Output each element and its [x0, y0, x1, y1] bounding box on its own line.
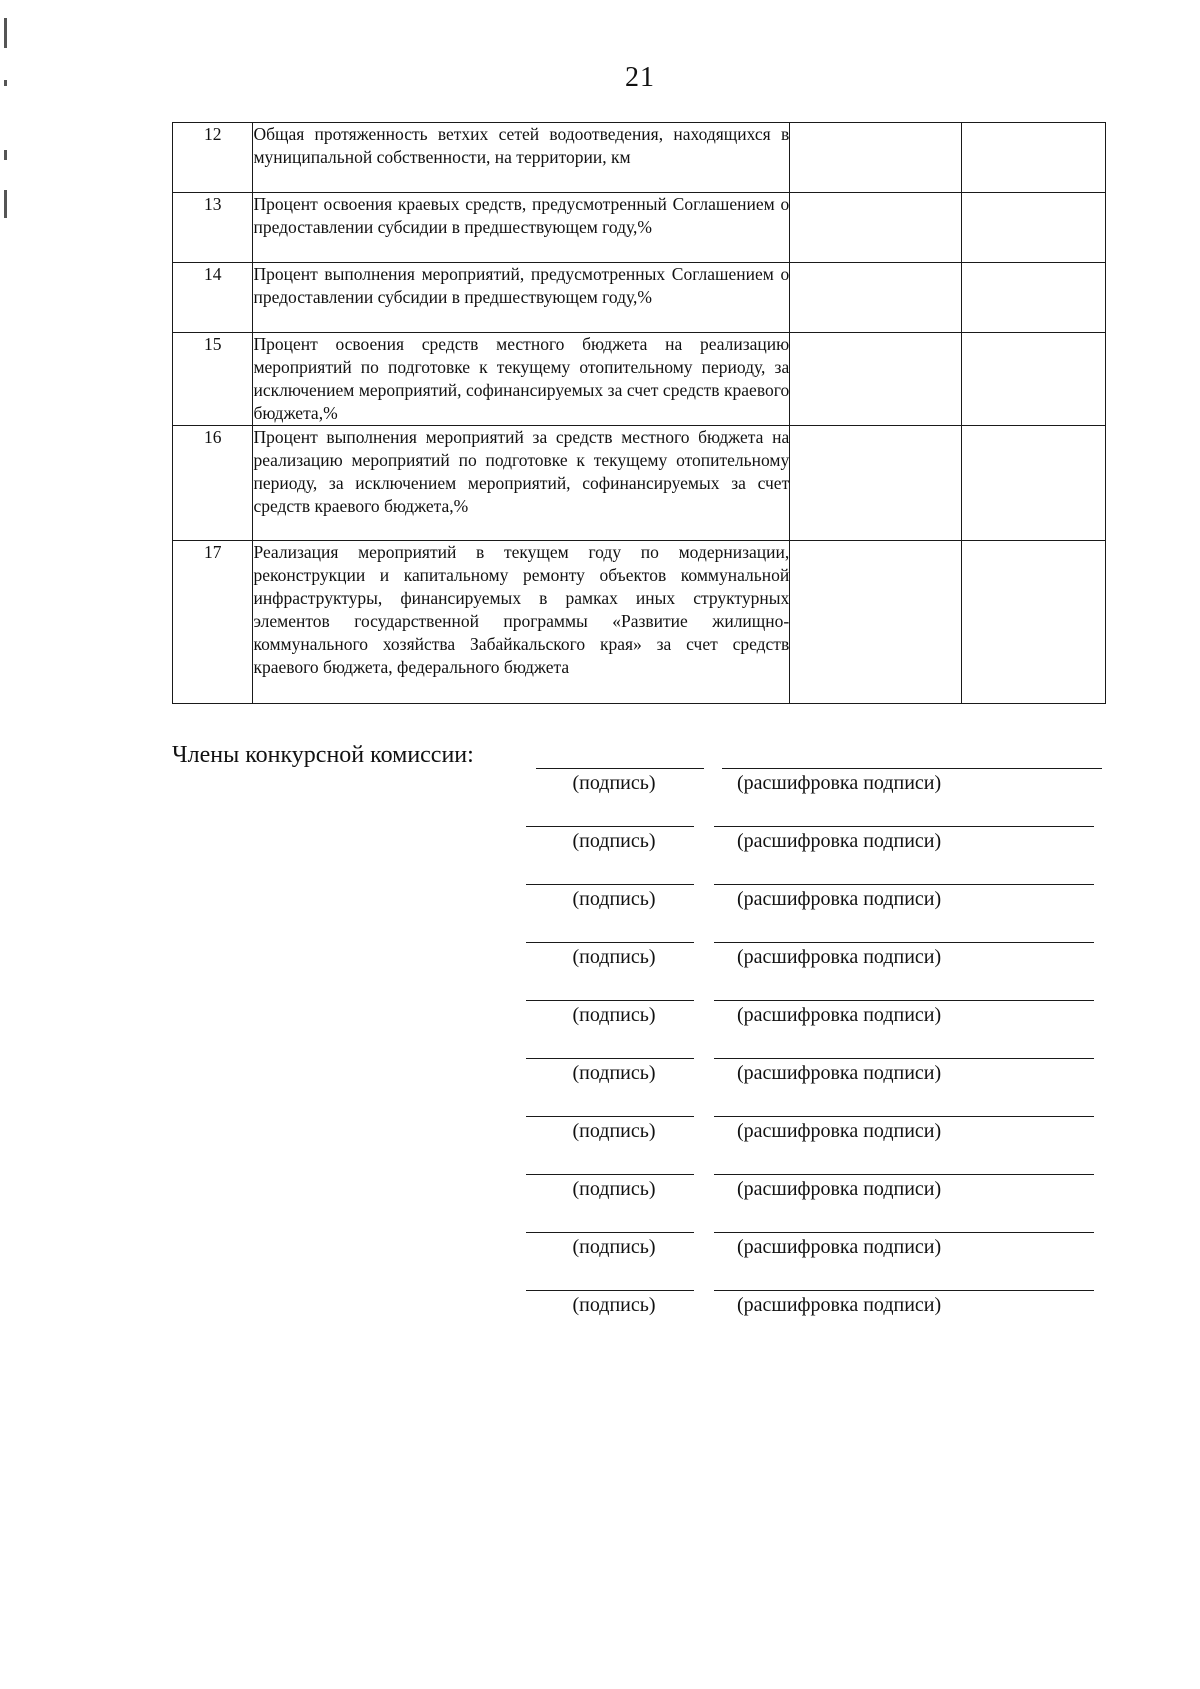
decryption-line: [714, 1116, 1094, 1117]
table-row: [173, 123, 1106, 193]
value-cell: [962, 123, 1106, 193]
signature-row: [0, 1174, 1200, 1214]
value-cell: [790, 193, 962, 263]
table-row: [173, 333, 1106, 426]
row-description: Процент выполнения мероприятий за средств местного бюджета на реализацию мероприятий по подготовке к текущему отопительному периоду, за исключением мероприятий, софинансируемых за счет средств краевого бюджета,%: [253, 426, 790, 541]
row-number: 13: [173, 193, 253, 263]
signature-row: [0, 1000, 1200, 1040]
signature-row: [0, 826, 1200, 866]
row-number: 16: [173, 426, 253, 541]
signature-label: (подпись): [572, 1236, 656, 1258]
value-cell: [962, 426, 1106, 541]
value-cell: [962, 193, 1106, 263]
signature-label: (подпись): [572, 772, 656, 794]
decryption-label: (расшифровка подписи): [737, 1062, 942, 1084]
row-description: Процент выполнения мероприятий, предусмотренных Соглашением о предоставлении субсидии в предшествующем году,%: [253, 263, 790, 333]
signature-line: [526, 826, 694, 827]
decryption-label: (расшифровка подписи): [737, 1004, 942, 1026]
signature-row: [0, 1232, 1200, 1272]
signature-row: [0, 768, 1200, 808]
signature-label: (подпись): [572, 946, 656, 968]
decryption-line: [714, 1232, 1094, 1233]
decryption-line: [714, 1000, 1094, 1001]
decryption-line: [714, 884, 1094, 885]
signature-line: [526, 884, 694, 885]
signature-line: [526, 1058, 694, 1059]
row-description: Общая протяженность ветхих сетей водоотведения, находящихся в муниципальной собственности, на территории, км: [253, 123, 790, 193]
signature-label: (подпись): [572, 1062, 656, 1084]
signature-row: [0, 942, 1200, 982]
value-cell: [790, 123, 962, 193]
decryption-label: (расшифровка подписи): [737, 1294, 942, 1316]
decryption-label: (расшифровка подписи): [737, 1120, 942, 1142]
table-row: [173, 426, 1106, 541]
decryption-line: [714, 1290, 1094, 1291]
decryption-line: [714, 1058, 1094, 1059]
value-cell: [790, 333, 962, 426]
page-number: 21: [625, 62, 655, 93]
scan-artifact: [4, 18, 7, 48]
signature-label: (подпись): [572, 888, 656, 910]
value-cell: [962, 333, 1106, 426]
scan-artifact: [4, 150, 7, 160]
signature-row: [0, 1116, 1200, 1156]
signature-line: [526, 1232, 694, 1233]
decryption-label: (расшифровка подписи): [737, 772, 942, 794]
decryption-label: (расшифровка подписи): [737, 830, 942, 852]
value-cell: [790, 541, 962, 704]
decryption-line: [722, 768, 1102, 769]
table-row: [173, 193, 1106, 263]
scan-artifact: [4, 190, 7, 218]
signature-label: (подпись): [572, 830, 656, 852]
table-row: [173, 541, 1106, 704]
row-description: Процент освоения средств местного бюджета на реализацию мероприятий по подготовке к текущему отопительному периоду, за исключением мероприятий, софинансируемых за счет средств краевого бюджета,%: [253, 333, 790, 426]
signature-line: [536, 768, 704, 769]
row-number: 15: [173, 333, 253, 426]
value-cell: [790, 263, 962, 333]
table-row: [173, 263, 1106, 333]
signature-line: [526, 1000, 694, 1001]
commission-title: Члены конкурсной комиссии:: [172, 742, 474, 768]
signature-label: (подпись): [572, 1004, 656, 1026]
signature-label: (подпись): [572, 1178, 656, 1200]
signature-row: [0, 1290, 1200, 1330]
value-cell: [962, 263, 1106, 333]
row-number: 14: [173, 263, 253, 333]
signature-row: [0, 1058, 1200, 1098]
decryption-label: (расшифровка подписи): [737, 946, 942, 968]
row-description: Процент освоения краевых средств, предусмотренный Соглашением о предоставлении субсидии в предшествующем году,%: [253, 193, 790, 263]
signature-line: [526, 1116, 694, 1117]
decryption-label: (расшифровка подписи): [737, 1236, 942, 1258]
signature-line: [526, 1290, 694, 1291]
signature-line: [526, 942, 694, 943]
signature-line: [526, 1174, 694, 1175]
row-number: 12: [173, 123, 253, 193]
decryption-line: [714, 1174, 1094, 1175]
signature-label: (подпись): [572, 1294, 656, 1316]
row-number: 17: [173, 541, 253, 704]
decryption-line: [714, 826, 1094, 827]
signature-label: (подпись): [572, 1120, 656, 1142]
decryption-line: [714, 942, 1094, 943]
decryption-label: (расшифровка подписи): [737, 888, 942, 910]
criteria-table: [172, 122, 1106, 704]
value-cell: [790, 426, 962, 541]
decryption-label: (расшифровка подписи): [737, 1178, 942, 1200]
value-cell: [962, 541, 1106, 704]
row-description: Реализация мероприятий в текущем году по модернизации, реконструкции и капитальному ремонту объектов коммунальной инфраструктуры, финансируемых в рамках иных структурных элементов государственной программы «Развитие жилищно-коммунального хозяйства Забайкальского края» за счет средств краевого бюджета, федерального бюджета: [253, 541, 790, 704]
signature-row: [0, 884, 1200, 924]
